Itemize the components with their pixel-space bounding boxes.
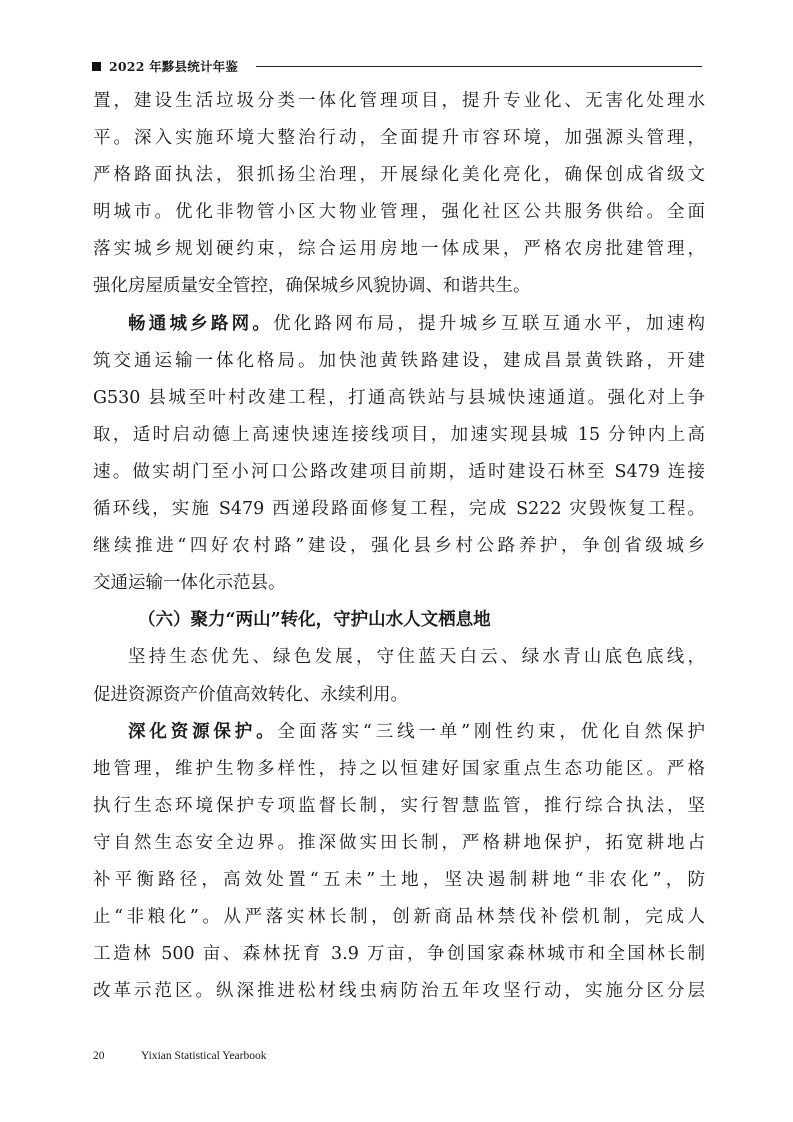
text-line: 促进资源资产价值高效转化、永续利用。 — [93, 684, 408, 705]
text-line: 取，适时启动德上高速快速连接线项目，加速实现县城 15 分钟内上高 — [93, 424, 705, 445]
text-line: 交通运输一体化示范县。 — [93, 573, 286, 594]
text-line: 工造林 500 亩、森林抚育 3.9 万亩，争创国家森林城市和全国林长制 — [93, 944, 705, 965]
text-line: 止“非粮化”。从严落实林长制，创新商品林禁伐补偿机制，完成人 — [93, 907, 705, 928]
section-heading: （六）聚力“两山”转化，守护山水人文栖息地 — [138, 610, 491, 631]
text-line: 地管理，维护生物多样性，持之以恒建好国家重点生态功能区。严格 — [93, 758, 705, 779]
bold-lead: 深化资源保护。 — [128, 721, 278, 742]
text-line: 严格路面执法，狠抓扬尘治理，开展绿化美化亮化，确保创成省级文 — [93, 165, 705, 186]
text-line: 执行生态环境保护专项监督长制，实行智慧监管，推行综合执法，坚 — [93, 795, 705, 816]
paragraph-first-line — [93, 714, 705, 751]
text-line: 平。深入实施环境大整治行动，全面提升市容环境，加强源头管理， — [93, 128, 705, 149]
paragraph-first-line — [93, 306, 705, 343]
header-rule — [256, 66, 702, 67]
text-line: 循环线，实施 S479 西递段路面修复工程，完成 S222 灾毁恢复工程。 — [93, 499, 705, 520]
page-header — [92, 56, 702, 76]
text-span: 优化路网布局，提升城乡互联互通水平，加速构 — [273, 313, 706, 334]
page-number: 20 — [93, 1050, 105, 1062]
text-line: 补平衡路径，高效处置“五未”土地，坚决遏制耕地“非农化”，防 — [93, 869, 705, 890]
page-footer — [93, 1050, 267, 1062]
text-line: G530 县城至叶村改建工程，打通高铁站与县城快速通道。强化对上争 — [93, 387, 705, 408]
bold-lead: 畅通城乡路网。 — [128, 313, 274, 334]
header-square-icon — [92, 62, 101, 71]
publication-name: Yixian Statistical Yearbook — [140, 1050, 267, 1062]
text-line: 改革示范区。纵深推进松材线虫病防治五年攻坚行动，实施分区分层 — [93, 981, 705, 1002]
text-line: 坚持生态优先、绿色发展，守住蓝天白云、绿水青山底色底线， — [128, 647, 705, 668]
text-line: 守自然生态安全边界。推深做实田长制，严格耕地保护，拓宽耕地占 — [93, 832, 705, 853]
header-title: 2022 年黟县统计年鉴 — [109, 59, 239, 74]
text-line: 速。做实胡门至小河口公路改建项目前期，适时建设石林至 S479 连接 — [93, 461, 705, 482]
body-text — [93, 83, 705, 1010]
text-line: 继续推进“四好农村路”建设，强化县乡村公路养护，争创省级城乡 — [93, 536, 705, 557]
text-line: 强化房屋质量安全管控，确保城乡风貌协调、和谐共生。 — [93, 276, 531, 297]
text-line: 置，建设生活垃圾分类一体化管理项目，提升专业化、无害化处理水 — [93, 91, 705, 111]
text-line: 筑交通运输一体化格局。加快池黄铁路建设，建成昌景黄铁路，开建 — [93, 350, 705, 371]
text-line: 落实城乡规划硬约束，综合运用房地一体成果，严格农房批建管理， — [93, 239, 705, 260]
text-line: 明城市。优化非物管小区大物业管理，强化社区公共服务供给。全面 — [93, 202, 705, 223]
text-span: 全面落实“三线一单”刚性约束，优化自然保护 — [277, 721, 705, 742]
